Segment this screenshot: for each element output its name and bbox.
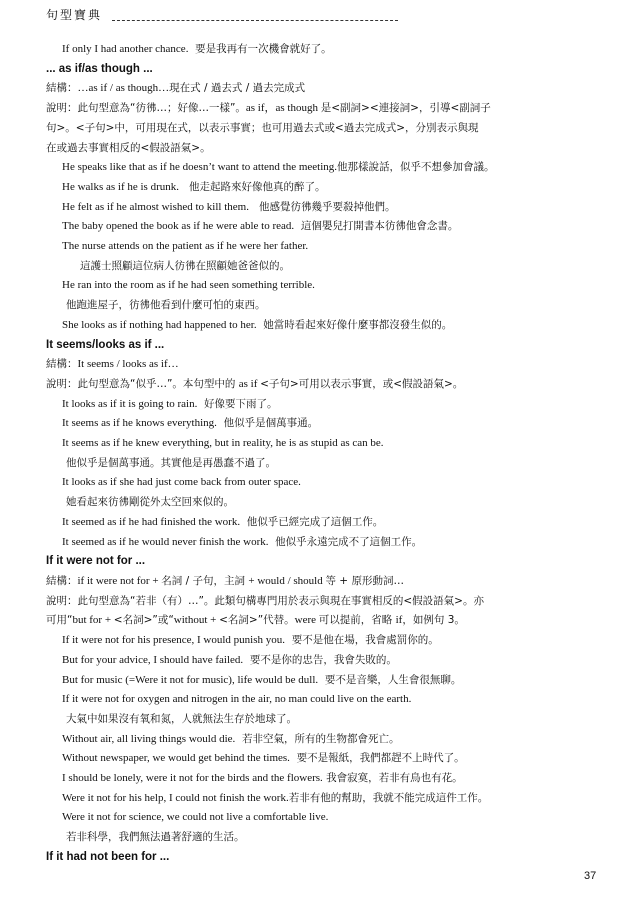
example-sentence <box>46 296 612 316</box>
english-text: if <box>395 614 403 627</box>
english-text: She looks as if nothing had happened to her. <box>62 318 257 331</box>
section-heading <box>46 552 612 572</box>
example-sentence <box>46 690 612 710</box>
example-sentence <box>46 198 612 218</box>
example-sentence <box>46 237 612 257</box>
example-sentence <box>46 217 612 237</box>
explanation-line <box>46 611 612 631</box>
chinese-text: 名詞 / 子句，主詞 <box>161 574 249 587</box>
example-sentence <box>46 257 612 277</box>
chinese-text: 說明：此句型意為“若非（有）…”。此類句構專門用於表示與現在事實相反的<假設語氣>。亦 <box>46 594 484 607</box>
example-sentence <box>46 40 612 60</box>
example-sentence <box>46 631 612 651</box>
chinese-text: <子句>可用以表示事實，或<假設語氣>。 <box>260 377 464 390</box>
example-sentence <box>46 730 612 750</box>
chinese-text: 現在式 / 過去式 / 過去完成式 <box>169 82 306 95</box>
document-body <box>46 40 612 868</box>
chinese-text: 可用“ <box>46 614 73 627</box>
chinese-text: 說明：此句型意為“似乎…”。本句型中的 <box>46 377 239 390</box>
english-text: without + <box>173 614 220 627</box>
explanation-line <box>46 119 612 139</box>
example-sentence <box>46 789 612 809</box>
chinese-text: 結構： <box>46 82 78 95</box>
chinese-text: 這個嬰兒打開書本彷彿他會念書。 <box>294 220 459 233</box>
chinese-text: 是<副詞><連接詞>，引導<副詞子 <box>320 102 491 115</box>
chinese-text: 他似乎已經完成了這個工作。 <box>240 515 384 528</box>
english-text: if it were not for + <box>77 574 162 587</box>
english-text: But for your advice, I should have failed. <box>62 653 244 666</box>
section-heading <box>46 848 612 868</box>
english-text: as if，as though <box>245 102 321 115</box>
explanation-line <box>46 572 612 592</box>
chinese-text: 好像要下雨了。 <box>197 397 278 410</box>
english-text: If only I had another chance. <box>62 43 189 55</box>
english-text: He walks as if he is drunk. <box>62 180 180 193</box>
page-header <box>46 2 586 26</box>
chinese-text: 要不是音樂，人生會很無聊。 <box>318 673 462 686</box>
chinese-text: 結構： <box>46 358 78 371</box>
example-sentence <box>46 493 612 513</box>
example-sentence <box>46 710 612 730</box>
example-sentence <box>46 158 612 178</box>
heading-text: ... as if/as though ... <box>46 62 153 75</box>
english-text: It seems as if he knows everything. <box>62 417 217 430</box>
chinese-text: ，如例句 3。 <box>402 614 465 627</box>
example-sentence <box>46 473 612 493</box>
chinese-text: 他似乎永遠完成不了這個工作。 <box>268 535 423 548</box>
english-text: Were it not for science, we could not live a comfortable live. <box>62 811 329 824</box>
explanation-line <box>46 139 612 159</box>
example-sentence <box>46 513 612 533</box>
chinese-text: 大氣中如果沒有氧和氮，人就無法生存於地球了。 <box>66 712 297 725</box>
english-text: If it were not for his presence, I would punish you. <box>62 634 286 647</box>
chinese-text: 要不是你的忠告，我會失敗的。 <box>243 653 397 666</box>
english-text: The nurse attends on the patient as if he were her father. <box>62 240 309 253</box>
heading-text: It seems/looks as if ... <box>46 338 165 351</box>
chinese-text: 要不是報紙，我們都趕不上時代了。 <box>289 752 465 765</box>
example-sentence <box>46 276 612 296</box>
english-text: If it were not for oxygen and nitrogen in the air, no man could live on the earth. <box>62 693 412 706</box>
chinese-text: 句>。<子句>中，可用現在式，以表示事實；也可用過去式或<過去完成式>，分別表示與現 <box>46 121 479 134</box>
chinese-text: 他那樣說話，似乎不想參加會議。 <box>337 161 495 174</box>
chinese-text: 結構： <box>46 574 78 587</box>
example-sentence <box>46 671 612 691</box>
chinese-text: 在或過去事實相反的<假設語氣>。 <box>46 141 211 154</box>
chinese-text: 他似乎是個萬事通。 <box>216 417 319 430</box>
explanation-line <box>46 79 612 99</box>
english-text: It seems as if he knew everything, but in reality, he is as stupid as can be. <box>62 437 384 450</box>
explanation-line <box>46 99 612 119</box>
english-text: were <box>294 614 319 627</box>
page-number: 37 <box>584 870 597 882</box>
example-sentence <box>46 454 612 474</box>
chinese-text: 我會寂寞，若非有鳥也有花。 <box>322 772 463 785</box>
english-text: He ran into the room as if he had seen something terrible. <box>62 279 315 292</box>
explanation-line <box>46 375 612 395</box>
english-text: Without air, all living things would die. <box>62 732 236 745</box>
chinese-text: 要不是他在場，我會處罰你的。 <box>285 634 439 647</box>
chinese-text: 他似乎是個萬事通。其實他是再愚蠢不過了。 <box>66 456 276 469</box>
chinese-text: <名詞>”代替。 <box>219 614 295 627</box>
chinese-text: 這護士照顧這位病人彷彿在照顧她爸爸似的。 <box>80 259 290 272</box>
chinese-text: 他跑進屋子，彷彿他看到什麼可怕的東西。 <box>66 299 266 312</box>
chinese-text: 他走起路來好像他真的醉了。 <box>179 180 326 193</box>
english-text: as if <box>238 377 261 390</box>
example-sentence <box>46 178 612 198</box>
english-text: It looks as if she had just come back from outer space. <box>62 476 301 489</box>
section-heading <box>46 60 612 80</box>
english-text: Were it not for his help, I could not finish the work. <box>62 791 289 804</box>
english-text: It seemed as if he would never finish the work. <box>62 535 269 548</box>
header-rule <box>112 20 398 21</box>
english-text: but for + <box>72 614 114 627</box>
chinese-text: <名詞>”或“ <box>113 614 174 627</box>
chinese-text: 她看起來彷彿剛從外太空回來似的。 <box>66 496 234 509</box>
heading-text: If it were not for ... <box>46 555 146 568</box>
english-text: I should be lonely, were it not for the birds and the flowers. <box>62 772 323 785</box>
chinese-text: 若非空氣，所有的生物都會死亡。 <box>235 732 400 745</box>
english-text: + would / should <box>248 574 326 587</box>
example-sentence <box>46 395 612 415</box>
chinese-text: 說明：此句型意為“彷彿…；好像…一樣”。 <box>46 102 246 115</box>
header-title: 句型寶典 <box>46 8 103 22</box>
english-text: But for music (=Were it not for music), life would be dull. <box>62 673 319 686</box>
explanation-line <box>46 355 612 375</box>
example-sentence <box>46 414 612 434</box>
english-text: He speaks like that as if he doesn’t want to attend the meeting. <box>62 161 338 174</box>
example-sentence <box>46 651 612 671</box>
chinese-text: 若非科學，我們無法過著舒適的生活。 <box>66 831 245 844</box>
explanation-line <box>46 592 612 612</box>
example-sentence <box>46 808 612 828</box>
english-text: The baby opened the book as if he were able to read. <box>62 220 295 233</box>
example-sentence <box>46 434 612 454</box>
english-text: It seems / looks as if… <box>77 358 179 371</box>
english-text: Without newspaper, we would get behind the times. <box>62 752 290 765</box>
english-text: He felt as if he almost wished to kill them. <box>62 200 249 213</box>
english-text: It looks as if it is going to rain. <box>62 397 198 410</box>
english-text: …as if / as though… <box>77 82 170 95</box>
example-sentence <box>46 533 612 553</box>
example-sentence <box>46 749 612 769</box>
chinese-text: 等 + 原形動詞… <box>325 574 404 587</box>
english-text: It seemed as if he had finished the work. <box>62 515 241 528</box>
section-heading <box>46 336 612 356</box>
chinese-text: 他感覺彷彿幾乎要殺掉他們。 <box>248 200 396 213</box>
example-sentence <box>46 769 612 789</box>
chinese-text: 可以提前，省略 <box>318 614 396 627</box>
example-sentence <box>46 316 612 336</box>
heading-text: If it had not been for ... <box>46 850 170 863</box>
chinese-text: 若非有他的幫助，我就不能完成這件工作。 <box>288 791 489 804</box>
example-sentence <box>46 828 612 848</box>
chinese-text: 她當時看起來好像什麼事都沒發生似的。 <box>256 318 453 331</box>
chinese-text: 要是我再有一次機會就好了。 <box>188 43 332 55</box>
